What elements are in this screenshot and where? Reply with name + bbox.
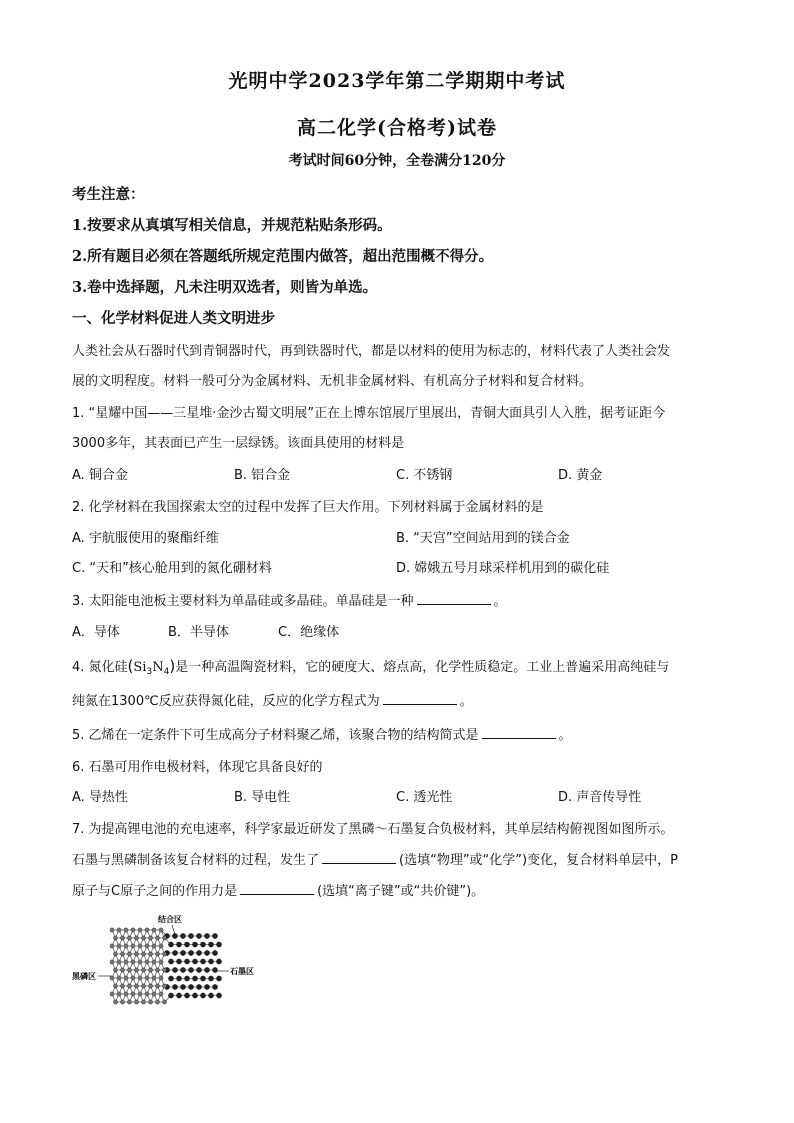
lattice-atom [131, 944, 135, 948]
answer-blank[interactable] [322, 851, 396, 864]
label-phosphorus-zone: 黑磷区 [72, 972, 96, 981]
lattice-atom [120, 952, 124, 956]
lattice-atom [120, 984, 124, 988]
lattice-atom [113, 984, 117, 988]
lattice-atom [216, 942, 221, 947]
lattice-atom [172, 950, 177, 955]
lattice-atom [159, 960, 163, 964]
q6-stem: 6. 石墨可用作电极材料，体现它具备良好的 [72, 760, 323, 775]
lattice-atom [176, 959, 181, 964]
lattice-atom [148, 984, 152, 988]
lattice-atom [124, 992, 128, 996]
q3-option-c: C．绝缘体 [278, 625, 340, 640]
lattice-atom [113, 936, 117, 940]
lattice-atom [148, 1000, 152, 1004]
lattice-atom [200, 959, 205, 964]
q4-stem-text-3: 纯氮在1300℃反应获得氮化硅，反应的化学方程式为 [72, 694, 380, 709]
lattice-atom [184, 976, 189, 981]
lattice-atom [134, 936, 138, 940]
lattice-atom [204, 967, 209, 972]
q4-formula-sub-4: 4 [163, 667, 170, 677]
lattice-atom [188, 967, 193, 972]
q2-option-d: D. 嫦娥五号月球采样机用到的碳化硅 [396, 561, 610, 576]
q4-stem-text: 4. 氮化硅 [72, 660, 128, 675]
answer-blank[interactable] [240, 882, 314, 895]
q4-formula-sub-3: 3 [146, 667, 153, 677]
q6-option-c: C. 透光性 [396, 790, 453, 805]
lattice-atom [212, 984, 217, 989]
q6-option-d: D. 声音传导性 [558, 790, 642, 805]
q4-formula-si: Si [133, 660, 147, 675]
lattice-atom [159, 992, 163, 996]
lattice-atom [131, 928, 135, 932]
lattice-atom [152, 928, 156, 932]
lattice-atom [208, 976, 213, 981]
q7-stem-2 [72, 849, 678, 868]
lattice-atom [180, 984, 185, 989]
q3-stem-end: 。 [493, 594, 507, 609]
lattice-atom [200, 976, 205, 981]
q5-stem-end: 。 [558, 728, 572, 743]
lattice-atom [141, 968, 145, 972]
lattice-atom [168, 993, 173, 998]
q4-stem-text-2: 是一种高温陶瓷材料，它的硬度大、熔点高，化学性质稳定。工业上普遍采用高纯硅与 [175, 660, 670, 675]
lattice-atom [141, 984, 145, 988]
lattice-atom [131, 960, 135, 964]
q3-option-a: A．导体 [72, 625, 120, 640]
answer-blank[interactable] [417, 592, 491, 605]
lattice-atom [216, 976, 221, 981]
q2-option-b: B. “天宫”空间站用到的镁合金 [396, 531, 570, 546]
lattice-atom [155, 936, 159, 940]
label-graphite-zone: 石墨区 [230, 967, 254, 976]
lattice-atom [145, 976, 149, 980]
lattice-atom [138, 976, 142, 980]
lattice-atom [124, 976, 128, 980]
lattice-atom [152, 976, 156, 980]
lattice-atom [138, 960, 142, 964]
lattice-atom [145, 944, 149, 948]
q1-option-d: D. 黄金 [558, 468, 603, 483]
q2-option-a: A. 宇航服使用的聚酯纤维 [72, 531, 219, 546]
q4-stem-1 [72, 656, 669, 677]
notice-item-2: 2.所有题目必须在答题纸所规定范围内做答，超出范围概不得分。 [72, 248, 494, 265]
lattice-atom [120, 936, 124, 940]
q4-formula: ( [127, 657, 134, 675]
lattice-atom [145, 960, 149, 964]
lattice-atom [168, 959, 173, 964]
lattice-atom [212, 950, 217, 955]
lattice-atom [127, 984, 131, 988]
lattice-atom [110, 992, 114, 996]
lattice-atom [180, 950, 185, 955]
lattice-atom [192, 976, 197, 981]
section-intro-2: 展的文明程度。材料一般可分为金属材料、无机非金属材料、有机高分子材料和复合材料。 [72, 374, 593, 389]
lattice-atom [110, 960, 114, 964]
lattice-atom [159, 928, 163, 932]
lattice-atom [110, 944, 114, 948]
lattice-atom [120, 1000, 124, 1004]
lattice-atom [180, 967, 185, 972]
lattice-atom [155, 952, 159, 956]
q7-stem-1: 7. 为提高锂电池的充电速率，科学家最近研发了黑磷～石墨复合负极材料，其单层结构俯视图如图所示。 [72, 822, 674, 837]
lattice-atom [172, 967, 177, 972]
notice-item-1: 1.按要求从真填写相关信息，并规范粘贴条形码。 [72, 217, 392, 234]
lattice-atom [200, 942, 205, 947]
lattice-atom [113, 968, 117, 972]
lattice-atom [141, 936, 145, 940]
lattice-atom [200, 993, 205, 998]
q7-stem-text-2: (选填“物理”或“化学”)变化，复合材料单层中，P [399, 853, 678, 868]
lattice-atom [124, 960, 128, 964]
lattice-atom [162, 984, 166, 988]
lattice-atom [148, 952, 152, 956]
lattice-atom [180, 933, 185, 938]
answer-blank[interactable] [482, 726, 556, 739]
notice-heading: 考生注意： [72, 186, 145, 203]
lattice-atom [110, 928, 114, 932]
composite-structure-figure [72, 908, 272, 1028]
lattice-atom [141, 1000, 145, 1004]
exam-title: 光明中学2023学年第二学期期中考试 [228, 70, 566, 92]
lattice-atom [134, 984, 138, 988]
lattice-atom [138, 944, 142, 948]
lattice-atom [162, 1000, 166, 1004]
q7-stem-text-4: (选填“离子键”或“共价键”)。 [317, 884, 485, 899]
lattice-atom [152, 944, 156, 948]
lattice-atom [148, 968, 152, 972]
q7-stem-text-3: 原子与C原子之间的作用力是 [72, 884, 238, 899]
section-title: 一、化学材料促进人类文明进步 [72, 310, 275, 327]
lattice-atom [134, 952, 138, 956]
lattice-atom [162, 952, 166, 956]
lattice-atom [196, 984, 201, 989]
lattice-atom [127, 968, 131, 972]
q1-option-c: C. 不锈钢 [396, 468, 453, 483]
q7-stem-3 [72, 880, 484, 899]
lattice-atom [155, 1000, 159, 1004]
exam-subtitle: 高二化学(合格考)试卷 [297, 117, 497, 139]
lattice-atom [117, 976, 121, 980]
answer-blank[interactable] [383, 692, 457, 705]
lattice-group [110, 928, 222, 1004]
lattice-atom [184, 959, 189, 964]
lattice-atom [110, 976, 114, 980]
lattice-atom [152, 992, 156, 996]
lattice-atom [120, 968, 124, 972]
lattice-atom [188, 950, 193, 955]
lattice-atom [148, 936, 152, 940]
q3-stem [72, 590, 507, 609]
lattice-atom [162, 936, 166, 940]
lattice-atom [188, 933, 193, 938]
lattice-atom [155, 984, 159, 988]
lattice-atom [113, 1000, 117, 1004]
q3-option-b: B．半导体 [168, 625, 229, 640]
lattice-atom [113, 952, 117, 956]
lattice-atom [192, 942, 197, 947]
lattice-atom [127, 936, 131, 940]
lattice-atom [134, 1000, 138, 1004]
lattice-atom [141, 952, 145, 956]
lattice-atom [127, 1000, 131, 1004]
lattice-atom [216, 959, 221, 964]
section-intro-1: 人类社会从石器时代到青铜器时代，再到铁器时代，都是以材料的使用为标志的，材料代表了人类社会发 [72, 344, 671, 359]
lattice-atom [184, 993, 189, 998]
q1-stem-2: 3000多年，其表面已产生一层绿锈。该面具使用的材料是 [72, 436, 405, 451]
lattice-atom [117, 928, 121, 932]
lattice-atom [152, 960, 156, 964]
lattice-atom [138, 928, 142, 932]
label-binding-zone: 结合区 [158, 915, 182, 924]
lattice-atom [188, 984, 193, 989]
lattice-atom [145, 992, 149, 996]
lattice-atom [117, 992, 121, 996]
lattice-atom [176, 942, 181, 947]
lattice-atom [159, 976, 163, 980]
lattice-atom [212, 933, 217, 938]
lattice-atom [208, 942, 213, 947]
q5-stem [72, 724, 572, 743]
q1-option-a: A. 铜合金 [72, 468, 128, 483]
q7-stem-text: 石墨与黑磷制备该复合材料的过程，发生了 [72, 853, 320, 868]
lattice-atom [196, 967, 201, 972]
lattice-atom [172, 984, 177, 989]
lattice-atom [204, 984, 209, 989]
lattice-atom [159, 944, 163, 948]
q3-stem-text: 3. 太阳能电池板主要材料为单晶硅或多晶硅。单晶硅是一种 [72, 594, 414, 609]
q1-stem-1: 1. “星耀中国——三星堆·金沙古蜀文明展”正在上博东馆展厅里展出，青铜大面具引人入胜，据考证距今 [72, 406, 666, 421]
lattice-atom [204, 933, 209, 938]
lattice-atom [192, 993, 197, 998]
lattice-atom [184, 942, 189, 947]
lattice-atom [192, 959, 197, 964]
q4-stem-end: 。 [459, 694, 473, 709]
q5-stem-text: 5. 乙烯在一定条件下可生成高分子材料聚乙烯，该聚合物的结构简式是 [72, 728, 479, 743]
lattice-atom [117, 944, 121, 948]
lattice-atom [124, 928, 128, 932]
lattice-atom [168, 942, 173, 947]
notice-item-3: 3.卷中选择题，凡未注明双选者，则皆为单选。 [72, 279, 378, 296]
lattice-atom [208, 993, 213, 998]
lattice-atom [138, 992, 142, 996]
q6-option-b: B. 导电性 [234, 790, 291, 805]
q4-formula-n: N [152, 660, 164, 675]
q2-option-c: C. “天和”核心舱用到的氮化硼材料 [72, 561, 272, 576]
q4-stem-2 [72, 690, 473, 709]
lattice-atom [131, 976, 135, 980]
q4-formula-close: ) [169, 657, 176, 675]
lattice-atom [216, 993, 221, 998]
lattice-atom [196, 950, 201, 955]
q1-option-b: B. 铝合金 [234, 468, 291, 483]
q2-stem: 2. 化学材料在我国探索太空的过程中发挥了巨大作用。下列材料属于金属材料的是 [72, 500, 544, 515]
lattice-atom [162, 968, 166, 972]
exam-info: 考试时间60分钟，全卷满分120分 [288, 153, 506, 169]
lattice-atom [168, 976, 173, 981]
lattice-atom [155, 968, 159, 972]
lattice-atom [127, 952, 131, 956]
lattice-atom [117, 960, 121, 964]
lattice-atom [124, 944, 128, 948]
lattice-atom [208, 959, 213, 964]
lattice-atom [145, 928, 149, 932]
lattice-atom [176, 976, 181, 981]
lattice-atom [134, 968, 138, 972]
lattice-atom [196, 933, 201, 938]
lattice-atom [204, 950, 209, 955]
lattice-atom [176, 993, 181, 998]
lattice-atom [131, 992, 135, 996]
q6-option-a: A. 导热性 [72, 790, 128, 805]
lattice-atom [212, 967, 217, 972]
